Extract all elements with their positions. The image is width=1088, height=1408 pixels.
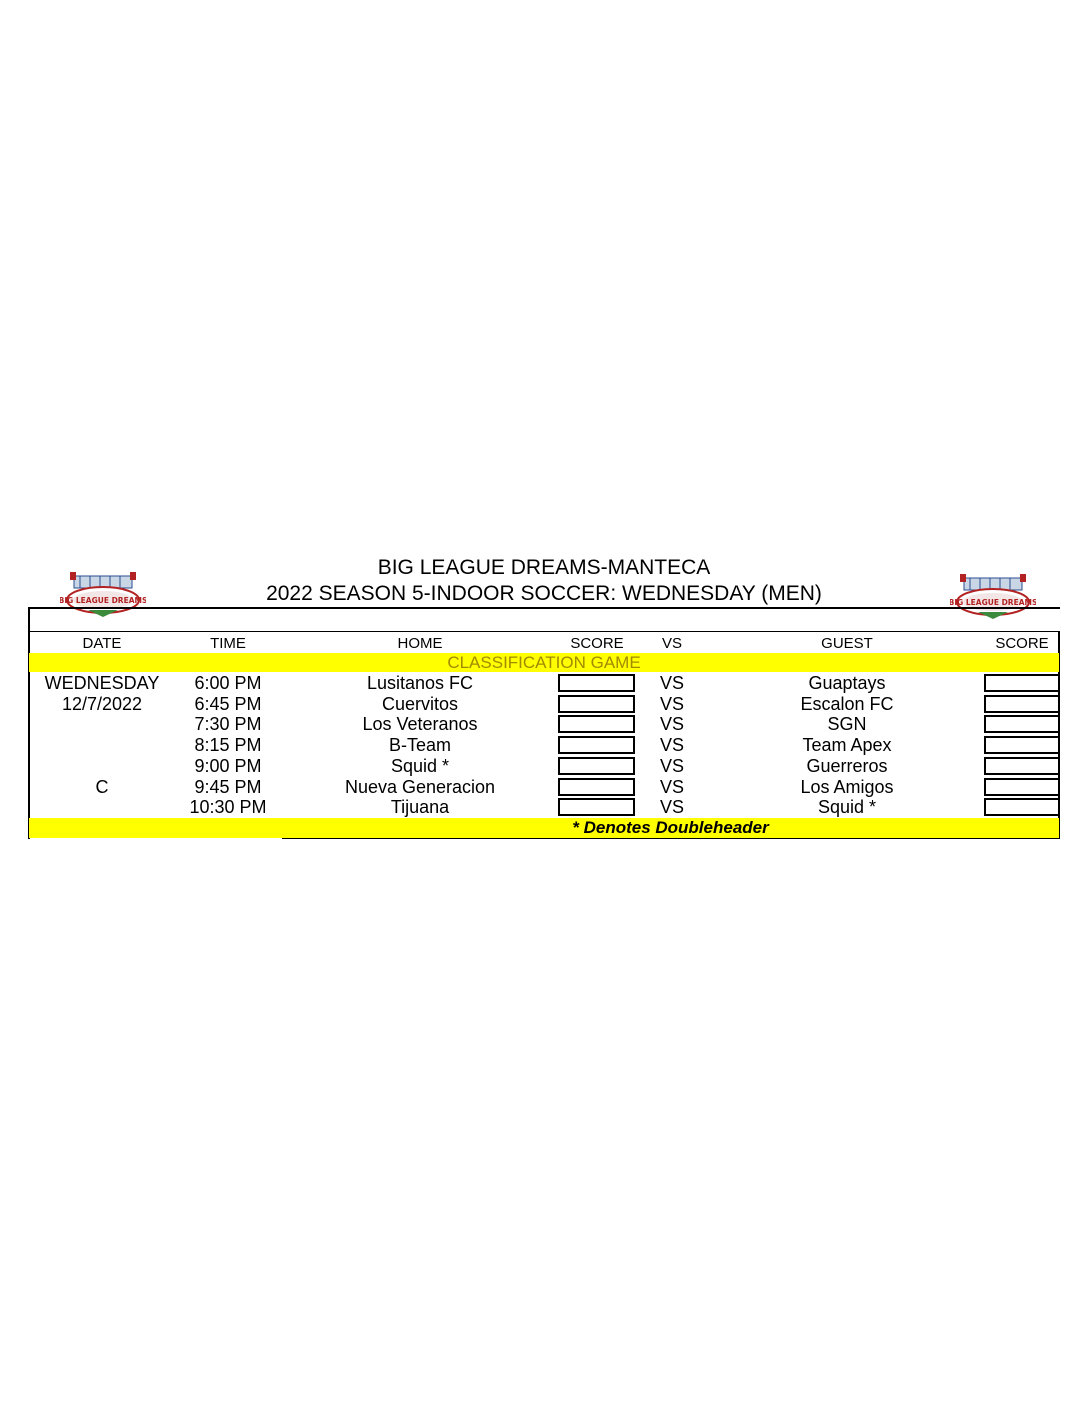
home-score-box[interactable] xyxy=(558,778,635,796)
home-score-box[interactable] xyxy=(558,736,635,754)
column-header-date: DATE xyxy=(82,635,122,652)
svg-text:BIG LEAGUE DREAMS: BIG LEAGUE DREAMS xyxy=(60,596,146,605)
vs-label: VS xyxy=(659,797,684,818)
home-score-box[interactable] xyxy=(558,798,635,816)
game-time: 9:00 PM xyxy=(194,755,262,776)
table-row xyxy=(0,694,1088,715)
section-banner: CLASSIFICATION GAME xyxy=(29,653,1059,672)
vs-label: VS xyxy=(659,755,684,776)
guest-score-box[interactable] xyxy=(984,736,1060,754)
league-logo-right xyxy=(950,574,1036,620)
column-header-vs: VS xyxy=(661,635,682,652)
doubleheader-footnote: * Denotes Doubleheader xyxy=(572,818,769,837)
table-row xyxy=(0,756,1088,777)
guest-score-box[interactable] xyxy=(984,798,1060,816)
column-header-guest-score: SCORE xyxy=(995,635,1049,652)
home-score-box[interactable] xyxy=(558,757,635,775)
home-team: Squid * xyxy=(390,755,450,776)
game-time: 6:45 PM xyxy=(194,693,262,714)
vs-label: VS xyxy=(659,714,684,735)
home-score-box[interactable] xyxy=(558,674,635,692)
table-row xyxy=(0,714,1088,735)
guest-team: Los Amigos xyxy=(800,776,894,797)
game-time: 8:15 PM xyxy=(194,735,262,756)
home-team: Cuervitos xyxy=(381,693,459,714)
league-logo-left xyxy=(60,572,146,618)
table-row xyxy=(0,673,1088,694)
game-date: 12/7/2022 xyxy=(61,693,143,714)
guest-score-box[interactable] xyxy=(984,674,1060,692)
home-team: Tijuana xyxy=(390,797,450,818)
home-team: B-Team xyxy=(388,735,451,756)
guest-team: Guerreros xyxy=(806,755,888,776)
home-team: Nueva Generacion xyxy=(344,776,496,797)
game-date: WEDNESDAY xyxy=(44,673,160,693)
home-score-box[interactable] xyxy=(558,715,635,733)
home-team: Los Veteranos xyxy=(362,714,478,735)
home-score-box[interactable] xyxy=(558,695,635,713)
game-time: 10:30 PM xyxy=(189,797,267,818)
game-time: 9:45 PM xyxy=(194,776,262,797)
game-time: 6:00 PM xyxy=(194,673,262,693)
guest-score-box[interactable] xyxy=(984,778,1060,796)
table-row xyxy=(0,797,1088,818)
column-header-home: HOME xyxy=(397,635,443,652)
guest-score-box[interactable] xyxy=(984,715,1060,733)
game-time: 7:30 PM xyxy=(194,714,262,735)
guest-team: SGN xyxy=(827,714,867,735)
table-row xyxy=(0,735,1088,756)
home-team: Lusitanos FC xyxy=(366,673,474,693)
guest-score-box[interactable] xyxy=(984,695,1060,713)
guest-team: Guaptays xyxy=(808,673,886,693)
header-divider xyxy=(28,631,1060,632)
guest-team: Escalon FC xyxy=(800,693,894,714)
vs-label: VS xyxy=(659,776,684,797)
table-row xyxy=(0,777,1088,798)
column-header-guest: GUEST xyxy=(821,635,873,652)
svg-text:BIG LEAGUE DREAMS: BIG LEAGUE DREAMS xyxy=(950,598,1036,607)
vs-label: VS xyxy=(659,735,684,756)
guest-team: Team Apex xyxy=(802,735,892,756)
vs-label: VS xyxy=(659,693,684,714)
guest-team: Squid * xyxy=(817,797,877,818)
game-date: C xyxy=(95,776,109,797)
page-subtitle: 2022 SEASON 5-INDOOR SOCCER: WEDNESDAY (MEN) xyxy=(266,582,822,605)
column-header-time: TIME xyxy=(210,635,246,652)
guest-score-box[interactable] xyxy=(984,757,1060,775)
column-header-home-score: SCORE xyxy=(570,635,624,652)
vs-label: VS xyxy=(659,673,684,693)
page-title: BIG LEAGUE DREAMS-MANTECA xyxy=(377,556,711,579)
table-top-border xyxy=(28,607,1060,609)
